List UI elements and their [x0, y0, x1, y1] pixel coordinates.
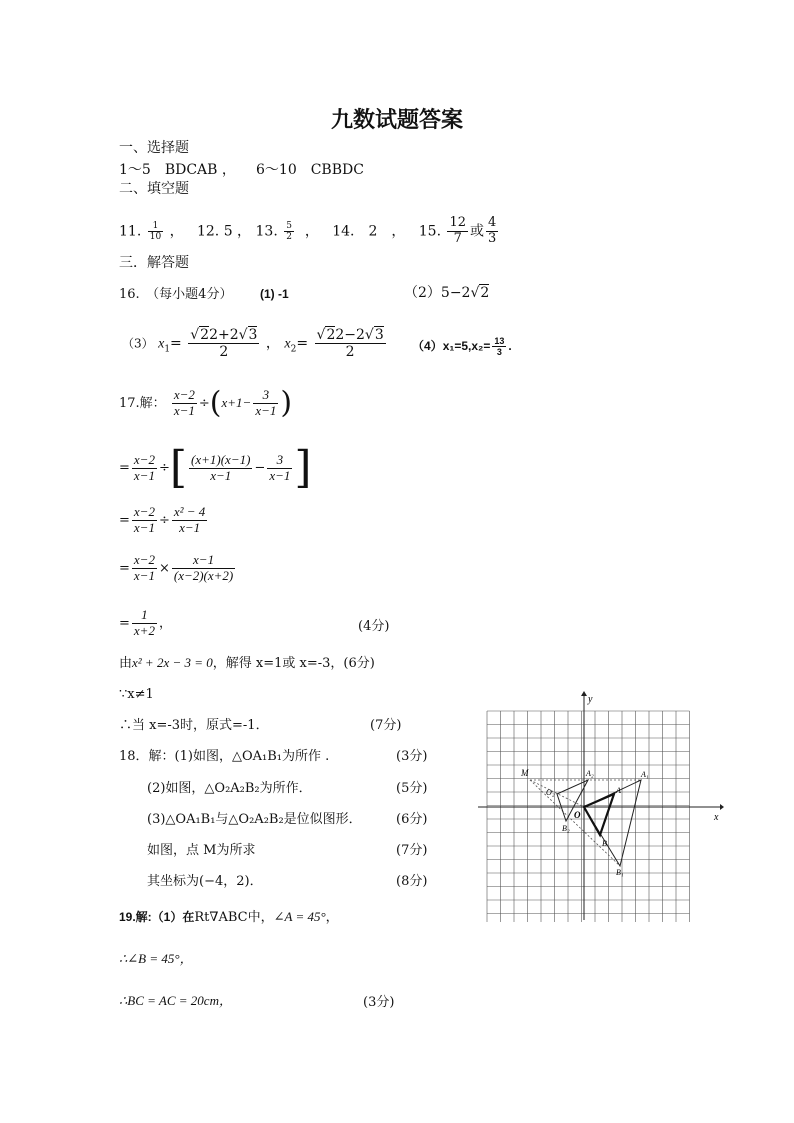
point-b-label: B [602, 839, 607, 848]
q18-line4: 如图，点 M为所求 [147, 843, 256, 858]
q18-score4: (7分) [396, 843, 428, 858]
q12-answer: 12. 5 ， [196, 223, 252, 240]
section-choice-heading: 一、选择题 [119, 140, 189, 156]
point-a-label: A [616, 786, 621, 795]
q18-line3: (3)△OA₁B₁与△O₂A₂B₂是位似图形． [147, 812, 362, 827]
q19-score3: (3分) [363, 995, 395, 1010]
triangle-oab [584, 794, 614, 835]
q13-separator: ， [304, 223, 319, 240]
q18-score1: (3分) [396, 749, 428, 764]
point-b1-label: B₁ [616, 868, 624, 877]
dashed-line-m-b1 [530, 780, 620, 866]
q17-line5: = $\frac{1}{x+2}$ ， [119, 607, 172, 638]
q14-answer: 14. 2 ， [332, 223, 406, 240]
y-axis-arrow [581, 691, 587, 696]
q15-number: 15. [418, 223, 442, 240]
triangle-o2a2b2 [557, 780, 588, 821]
q17-score7: (7分) [370, 718, 402, 733]
choice-answers-1-5: 1～5 BDCAB ， [119, 162, 236, 178]
q17-line4: = $\frac{x-2}{x-1}$ × $\frac{x-1}{(x-2)(x+2)}$ [119, 552, 234, 583]
point-m-label: M [521, 768, 529, 778]
q17-line1: 17.解： $\frac{x-2}{x-1}$ ÷(x+1− $\frac{3}{x-1}$ ) [119, 385, 293, 421]
section-answer-heading: 三．解答题 [119, 255, 189, 271]
q15-or: 或 [470, 223, 485, 240]
section-fill-heading: 二、填空题 [119, 181, 189, 197]
q16-x2-fraction: $\frac{√22-2√3}{2}$ [316, 327, 384, 361]
x-axis-arrow [720, 804, 724, 810]
point-a1-label: A₁ [641, 770, 649, 779]
q11-number: 11. [119, 223, 142, 240]
q18-line5: 其坐标为(−4，2)． [147, 874, 263, 889]
q17-line8: ∴当 x=-3时，原式=-1． [119, 718, 269, 733]
q19-line1: 19.解:（1）在Rt∇ABC中，∠A = 45°， [119, 909, 339, 925]
page-title: 九数试题答案 [330, 107, 463, 133]
q13-fraction: $\frac{5}{2}$ [286, 220, 292, 242]
y-axis-label: y [588, 694, 593, 705]
point-o-label: O [574, 810, 581, 820]
q18-score5: (8分) [396, 874, 428, 889]
q17-line3: = $\frac{x-2}{x-1}$ ÷ $\frac{\text{x² − 4}}{x-1}$ [119, 504, 206, 535]
x-axis-label: x [714, 812, 719, 823]
point-o2-label: O₂ [546, 788, 555, 797]
q18-line2: (2)如图，△O₂A₂B₂为所作． [147, 781, 312, 796]
choice-answers-6-10: 6～10 CBBDC [256, 162, 364, 178]
point-a2-label: A₂ [586, 769, 594, 778]
q18-score3: (6分) [396, 812, 428, 827]
q19-line3: ∴BC = AC = 20cm， [119, 993, 232, 1008]
point-b2-label: B₂ [562, 824, 570, 833]
q16-x1-fraction: $\frac{√22+2√3}{2}$ [190, 327, 258, 361]
q15-fraction-b: $\frac{4}{3}$ [488, 215, 497, 246]
coordinate-grid-figure [478, 690, 724, 922]
q16-part1: (1) -1 [260, 287, 289, 301]
q17-line7: ∵x≠1 [119, 687, 154, 702]
fill-answers [119, 216, 500, 247]
q13-number: 13. [255, 223, 278, 240]
q16-part4: （4）x₁=5,x₂= $\frac{13}{3}$ . [412, 336, 512, 358]
q15-fraction-a: $\frac{12}{7}$ [449, 215, 467, 246]
q16-label: 16. （每小题4分） [119, 287, 233, 302]
q18-line1: 18．解：(1)如图，△OA₁B₁为所作 . [119, 749, 330, 764]
q17-line6: 由x² + 2x − 3 = 0，解得 x=1或 x=-3，(6分) [119, 655, 375, 671]
q17-score4: (4分) [358, 619, 390, 634]
q19-line2: ∴∠B = 45°， [119, 951, 193, 966]
q16-part3: （3） $x_1=$ $\frac{√22+2√3}{2}$ ， $x_2=$ $\frac{√22-2√3}{2}$ [122, 327, 384, 361]
q16-part2: （2）5−2√2 [404, 285, 490, 301]
q11-fraction: $\frac{1}{10}$ [149, 220, 162, 242]
q17-line2: = $\frac{x-2}{x-1}$ ÷[ $\frac{(x+1)(x-1)}{x-1}$ − $\frac{3}{x-1}$ ] [119, 442, 312, 493]
q11-separator: ， [169, 223, 184, 240]
q18-score2: (5分) [396, 781, 428, 796]
